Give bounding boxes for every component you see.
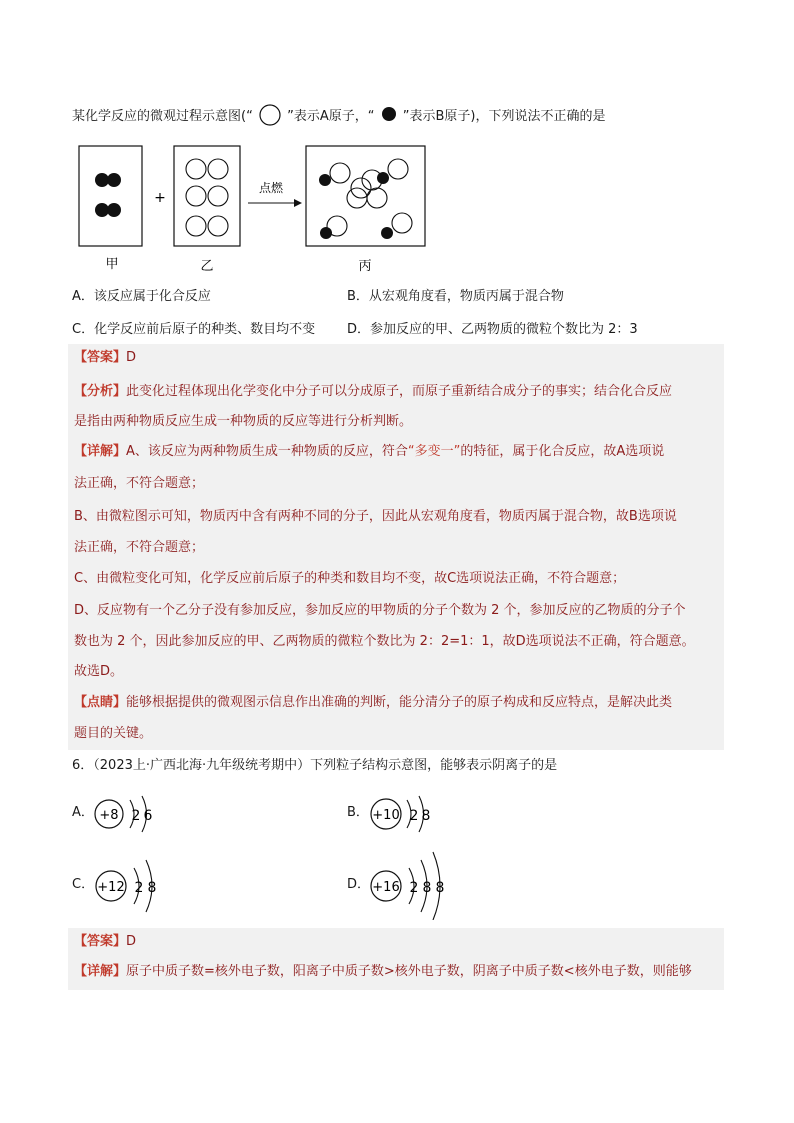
comment-tag: 【点睛】 bbox=[74, 695, 127, 710]
shell-electrons: 8 bbox=[435, 880, 445, 896]
q6-stem: 6．（2023上·广西北海·九年级统考期中）下列粒子结构示意图，能够表示阴离子的是 bbox=[72, 758, 558, 773]
a-atom bbox=[186, 186, 206, 206]
shell-electrons: 8 bbox=[147, 880, 157, 896]
b-atom bbox=[107, 173, 121, 187]
q6-option-b-letter[interactable]: B． bbox=[347, 805, 369, 820]
plus-sign: + bbox=[154, 190, 166, 206]
a-atom bbox=[388, 159, 408, 179]
q6-option-d-letter[interactable]: D． bbox=[347, 877, 371, 892]
answer-value: D bbox=[126, 350, 137, 365]
b-atom bbox=[107, 203, 121, 217]
detail-text-1: 原子中质子数=核外电子数，阳离子中质子数>核外电子数，阴离子中质子数<核外电子数，则能够 bbox=[126, 964, 692, 979]
shell-electrons: 8 bbox=[421, 808, 431, 824]
detail-a1-post: 的特征，属于化合反应，故A选项说 bbox=[460, 444, 665, 459]
arrow-head bbox=[294, 199, 302, 207]
nucleus-charge: +12 bbox=[97, 880, 125, 895]
shell-electrons: 2 bbox=[131, 808, 141, 824]
q6-answer-block bbox=[68, 928, 724, 990]
shell-electrons: 2 bbox=[409, 880, 419, 896]
open-circle-icon bbox=[259, 104, 281, 126]
detail-tag: 【详解】 bbox=[74, 444, 127, 459]
box-jia bbox=[79, 146, 142, 246]
reaction-diagram bbox=[72, 140, 452, 280]
q5-analysis-row-1 bbox=[74, 382, 672, 402]
q5-comment-row-1 bbox=[74, 693, 672, 713]
answer-tag: 【答案】 bbox=[74, 350, 127, 365]
nucleus-charge: +16 bbox=[372, 880, 400, 895]
q5-answer-block bbox=[68, 344, 724, 750]
a-atom bbox=[367, 188, 387, 208]
a-atom bbox=[392, 213, 412, 233]
arrow-label: 点燃 bbox=[258, 181, 284, 195]
q6-option-b-atom-diagram[interactable] bbox=[369, 786, 449, 842]
b-atom bbox=[95, 173, 109, 187]
q5-stem-part2: ”表示A原子，“ bbox=[287, 109, 375, 124]
detail-a1-quote: “多变一” bbox=[407, 444, 461, 459]
q5-option-b[interactable]: B．从宏观角度看，物质丙属于混合物 bbox=[347, 289, 564, 304]
nucleus-charge: +8 bbox=[99, 808, 119, 823]
q5-stem bbox=[72, 104, 605, 127]
analysis-tag: 【分析】 bbox=[74, 384, 127, 399]
q5-comment-row-2: 题目的关键。 bbox=[74, 726, 153, 741]
q5-detail-row-a2: 法正确，不符合题意； bbox=[74, 476, 205, 491]
b-atom bbox=[319, 174, 331, 186]
box-yi bbox=[174, 146, 240, 246]
a-atom bbox=[208, 159, 228, 179]
q5-stem-part3: ”表示B原子)，下列说法不正确的是 bbox=[402, 109, 606, 124]
q5-option-c[interactable]: C．化学反应前后原子的种类、数目均不变 bbox=[72, 322, 316, 337]
label-bing: 丙 bbox=[358, 259, 372, 274]
q6-option-c-letter[interactable]: C． bbox=[72, 877, 95, 892]
b-atom bbox=[377, 172, 389, 184]
analysis-text-1: 此变化过程体现出化学变化中分子可以分成原子，而原子重新结合成分子的事实；结合化合反应 bbox=[126, 384, 673, 399]
q5-detail-row-b1: B、由微粒图示可知，物质丙中含有两种不同的分子，因此从宏观角度看，物质丙属于混合物，故B选项说 bbox=[74, 509, 677, 524]
q6-detail-row-1 bbox=[74, 962, 692, 982]
q5-detail-row-c: C、由微粒变化可知，化学反应前后原子的种类和数目均不变，故C选项说法正确，不符合题意； bbox=[74, 571, 626, 586]
q5-option-d[interactable]: D．参加反应的甲、乙两物质的微粒个数比为 2：3 bbox=[347, 322, 638, 337]
a-atom bbox=[208, 216, 228, 236]
q5-answer-row bbox=[74, 348, 136, 368]
q5-detail-row-d1: D、反应物有一个乙分子没有参加反应，参加反应的甲物质的分子个数为 2 个，参加反应的乙物质的分子个 bbox=[74, 603, 686, 618]
a-atom bbox=[186, 216, 206, 236]
q5-detail-row-d2: 数也为 2 个，因此参加反应的甲、乙两物质的微粒个数比为 2：2=1：1，故D选项说法不正确，符合题意。 bbox=[74, 634, 695, 649]
q5-detail-row-a1 bbox=[74, 442, 664, 462]
shell-electrons: 8 bbox=[422, 880, 432, 896]
comment-text-1: 能够根据提供的微观图示信息作出准确的判断，能分清分子的原子构成和反应特点，是解决此类 bbox=[126, 695, 673, 710]
nucleus-charge: +10 bbox=[372, 808, 400, 823]
answer-value: D bbox=[126, 934, 137, 949]
q5-detail-row-b2: 法正确，不符合题意； bbox=[74, 540, 205, 555]
q6-answer-row bbox=[74, 932, 136, 952]
detail-a1-pre: A、该反应为两种物质生成一种物质的反应，符合 bbox=[126, 444, 408, 459]
a-atom bbox=[186, 159, 206, 179]
b-atom bbox=[381, 227, 393, 239]
shell-electrons: 6 bbox=[143, 808, 153, 824]
a-atom bbox=[208, 186, 228, 206]
q6-option-c-atom-diagram[interactable] bbox=[94, 854, 174, 918]
shell-electrons: 2 bbox=[409, 808, 419, 824]
shell-electrons: 2 bbox=[134, 880, 144, 896]
q5-option-a[interactable]: A．该反应属于化合反应 bbox=[72, 289, 211, 304]
q6-option-a-letter[interactable]: A． bbox=[72, 805, 94, 820]
detail-tag: 【详解】 bbox=[74, 964, 127, 979]
label-jia: 甲 bbox=[105, 257, 119, 272]
q5-stem-part1: 某化学反应的微观过程示意图(“ bbox=[72, 109, 253, 124]
b-atom bbox=[95, 203, 109, 217]
q5-analysis-row-2: 是指由两种物质反应生成一种物质的反应等进行分析判断。 bbox=[74, 414, 413, 429]
a-atom bbox=[330, 163, 350, 183]
label-yi: 乙 bbox=[200, 259, 214, 274]
q5-detail-conclusion: 故选D。 bbox=[74, 664, 124, 679]
answer-tag: 【答案】 bbox=[74, 934, 127, 949]
q6-option-a-atom-diagram[interactable] bbox=[94, 786, 166, 842]
filled-circle-icon bbox=[381, 106, 397, 122]
q6-option-d-atom-diagram[interactable] bbox=[369, 848, 469, 920]
a-atom bbox=[327, 216, 347, 236]
